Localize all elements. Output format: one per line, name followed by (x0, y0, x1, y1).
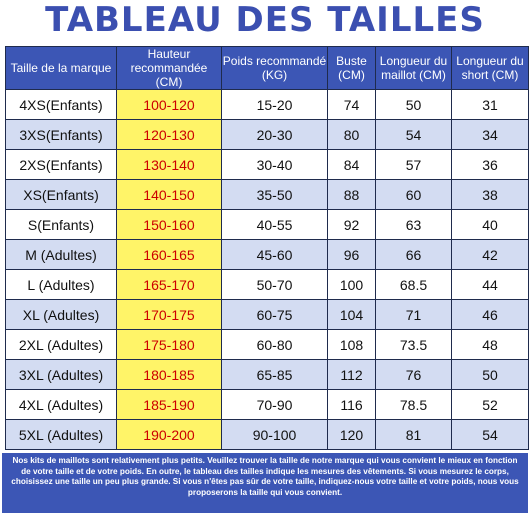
table-row (6, 420, 529, 450)
bust-cell: 88 (328, 180, 376, 210)
weight-cell: 45-60 (222, 240, 328, 270)
bust-cell: 80 (328, 120, 376, 150)
table-row (6, 210, 529, 240)
table-row (6, 120, 529, 150)
weight-cell: 40-55 (222, 210, 328, 240)
bust-cell: 116 (328, 390, 376, 420)
header-bust: Buste (CM) (328, 47, 376, 90)
table-header-row (6, 47, 529, 90)
height-cell: 120-130 (117, 120, 222, 150)
size-cell: 2XL (Adultes) (6, 330, 117, 360)
shorts-length-cell: 50 (452, 360, 529, 390)
table-row (6, 150, 529, 180)
jersey-length-cell: 66 (376, 240, 452, 270)
table-row (6, 240, 529, 270)
size-cell: M (Adultes) (6, 240, 117, 270)
size-chart-table (5, 46, 529, 450)
header-shorts-length: Longueur du short (CM) (452, 47, 529, 90)
weight-cell: 90-100 (222, 420, 328, 450)
height-cell: 190-200 (117, 420, 222, 450)
shorts-length-cell: 42 (452, 240, 529, 270)
weight-cell: 35-50 (222, 180, 328, 210)
jersey-length-cell: 78.5 (376, 390, 452, 420)
height-cell: 165-170 (117, 270, 222, 300)
weight-cell: 15-20 (222, 90, 328, 120)
jersey-length-cell: 57 (376, 150, 452, 180)
bust-cell: 96 (328, 240, 376, 270)
size-cell: 3XL (Adultes) (6, 360, 117, 390)
bust-cell: 100 (328, 270, 376, 300)
weight-cell: 20-30 (222, 120, 328, 150)
table-row (6, 330, 529, 360)
height-cell: 180-185 (117, 360, 222, 390)
bust-cell: 108 (328, 330, 376, 360)
size-cell: XS(Enfants) (6, 180, 117, 210)
shorts-length-cell: 40 (452, 210, 529, 240)
table-row (6, 300, 529, 330)
size-cell: 3XS(Enfants) (6, 120, 117, 150)
table-row (6, 180, 529, 210)
shorts-length-cell: 36 (452, 150, 529, 180)
size-advice-note: Nos kits de maillots sont relativement plus petits. Veuillez trouver la taille de notre marque qui vous convient le mieux en fonction de votre taille et de votre poids. En outre, le tableau des tailles indique les mesures des vêtements. Si vous mesurez le corps, choisissez une taille un peu plus grande. Si vous n'êtes pas sûr de votre taille, indiquez-nous votre taille et votre poids, nous vous proposerons la taille qui vous convient. (2, 453, 528, 513)
jersey-length-cell: 76 (376, 360, 452, 390)
shorts-length-cell: 48 (452, 330, 529, 360)
bust-cell: 120 (328, 420, 376, 450)
jersey-length-cell: 63 (376, 210, 452, 240)
jersey-length-cell: 60 (376, 180, 452, 210)
bust-cell: 112 (328, 360, 376, 390)
bust-cell: 104 (328, 300, 376, 330)
shorts-length-cell: 31 (452, 90, 529, 120)
height-cell: 100-120 (117, 90, 222, 120)
table-row (6, 270, 529, 300)
header-brand-size: Taille de la marque (6, 47, 117, 90)
height-cell: 175-180 (117, 330, 222, 360)
header-recommended-height: Hauteur recommandée (CM) (117, 47, 222, 90)
size-cell: XL (Adultes) (6, 300, 117, 330)
size-cell: L (Adultes) (6, 270, 117, 300)
jersey-length-cell: 71 (376, 300, 452, 330)
jersey-length-cell: 73.5 (376, 330, 452, 360)
shorts-length-cell: 38 (452, 180, 529, 210)
jersey-length-cell: 68.5 (376, 270, 452, 300)
header-recommended-weight: Poids recommandé (KG) (222, 47, 328, 90)
weight-cell: 60-75 (222, 300, 328, 330)
shorts-length-cell: 44 (452, 270, 529, 300)
height-cell: 185-190 (117, 390, 222, 420)
height-cell: 130-140 (117, 150, 222, 180)
jersey-length-cell: 54 (376, 120, 452, 150)
bust-cell: 74 (328, 90, 376, 120)
page-title: TABLEAU DES TAILLES (45, 0, 485, 40)
bust-cell: 84 (328, 150, 376, 180)
header-jersey-length: Longueur du maillot (CM) (376, 47, 452, 90)
shorts-length-cell: 46 (452, 300, 529, 330)
weight-cell: 70-90 (222, 390, 328, 420)
weight-cell: 50-70 (222, 270, 328, 300)
table-row (6, 360, 529, 390)
table-row (6, 90, 529, 120)
weight-cell: 65-85 (222, 360, 328, 390)
height-cell: 140-150 (117, 180, 222, 210)
shorts-length-cell: 52 (452, 390, 529, 420)
size-cell: S(Enfants) (6, 210, 117, 240)
height-cell: 150-160 (117, 210, 222, 240)
table-row (6, 390, 529, 420)
height-cell: 160-165 (117, 240, 222, 270)
size-cell: 2XS(Enfants) (6, 150, 117, 180)
jersey-length-cell: 50 (376, 90, 452, 120)
height-cell: 170-175 (117, 300, 222, 330)
size-cell: 5XL (Adultes) (6, 420, 117, 450)
shorts-length-cell: 54 (452, 420, 529, 450)
bust-cell: 92 (328, 210, 376, 240)
shorts-length-cell: 34 (452, 120, 529, 150)
size-cell: 4XS(Enfants) (6, 90, 117, 120)
weight-cell: 30-40 (222, 150, 328, 180)
size-cell: 4XL (Adultes) (6, 390, 117, 420)
jersey-length-cell: 81 (376, 420, 452, 450)
weight-cell: 60-80 (222, 330, 328, 360)
